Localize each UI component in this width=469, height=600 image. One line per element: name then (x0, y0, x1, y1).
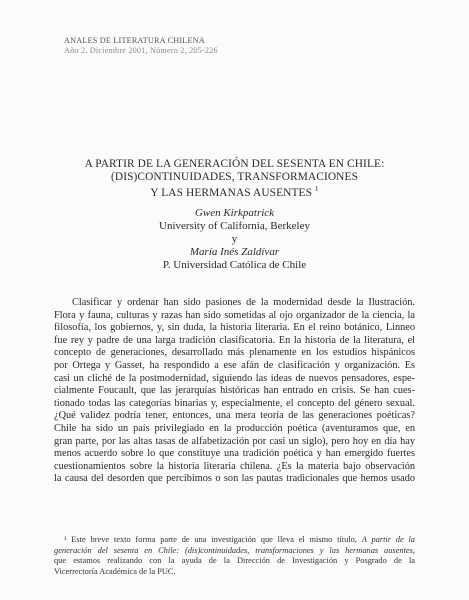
body-line: gran parte, por las altas tasas de alfabetización por casi un siglo), pero hoy en día hay (54, 435, 415, 447)
authors-block (64, 207, 405, 272)
body-line: la causa del desorden que percibimos o son las pautas tradicionales que hemos usado (54, 473, 415, 485)
issue-line: Año 2, Diciembre 2001, Número 2, 205-226 (64, 46, 218, 55)
title-line-2: (DIS)CONTINUIDADES, TRANSFORMACIONES (110, 170, 359, 183)
body-line: Clasificar y ordenar han sido pasiones de la modernidad desde la Ilustración. (72, 297, 415, 308)
author-conjunction: y (231, 233, 238, 245)
body-line: concepto de generaciones, desarrollado más plenamente en los estudios hispánicos (54, 347, 415, 359)
body-line: fue rey y padre de una larga tradición clasificatoria. En la historia de la literatura, el (54, 334, 415, 346)
author-1-name: Gwen Kirkpatrick (194, 207, 275, 219)
footnote-text-1a: ¹ Este breve texto forma parte de una investigación que lleva el mismo título, (64, 535, 362, 544)
body-line: tionado todas las categorías binarias y, especialmente, el concepto del género sexual. (54, 397, 415, 409)
journal-title: ANALES DE LITERATURA CHILENA (64, 36, 205, 45)
title-line-1: A PARTIR DE LA GENERACIÓN DEL SESENTA EN CHILE: (84, 158, 385, 170)
footnote-line-4: Vicerrectoría Académica de la PUC. (54, 566, 176, 576)
title-line-3-wrap (56, 183, 413, 199)
body-paragraph (54, 297, 415, 486)
body-line: cialmente Foucault, que las jerarquías históricas han entrado en crisis. Se han cues- (54, 385, 415, 397)
body-line: menos acuerdo sobre lo que constituye una tradición poética y han emergido fuertes (54, 448, 415, 460)
body-line: por Ortega y Gasset, ha respondido a ese afán de clasificación y organización. Es (54, 359, 415, 371)
footnote-line-2 (54, 546, 415, 557)
body-line: filosofía, los gobiernos, y, sin duda, la historia literaria. En el reino botánico, Linneo (54, 322, 415, 334)
footnote-text-1b: A partir de la (361, 535, 415, 544)
footnote-text-2: generación del sesenta en Chile: (dis)continuidades, transformaciones y las hermanas ausentes, (54, 545, 415, 555)
author-2-name: María Inés Zaldívar (189, 246, 280, 258)
body-line: casi un cliché de la postmodernidad, siguiendo las ideas de nuevos pensadores, espe- (54, 372, 415, 384)
title-line-3: Y LAS HERMANAS AUSENTES (150, 186, 313, 199)
author-1-affiliation: University of California, Berkeley (159, 220, 310, 232)
body-line: ¿Qué validez podría tener, entonces, una mera teoría de las generaciones poéticas? (54, 410, 415, 422)
author-2-affiliation: P. Universidad Católica de Chile (162, 259, 307, 271)
body-line: cuestionamientos sobre la historia literaria chilena. ¿Es la materia bajo observación (54, 460, 415, 472)
footnote-line-1 (54, 535, 415, 546)
journal-header (64, 36, 218, 56)
title-footnote-mark[interactable]: 1 (315, 185, 319, 194)
footnote (54, 535, 415, 577)
body-line: Chile ha sido un país privilegiado en la producción poética (aventuramos que, en (54, 422, 415, 434)
body-line: Flora y fauna, culturas y razas han sido sometidas al ojo organizador de la ciencia, la (54, 309, 415, 321)
footnote-line-3: que estamos realizando con la ayuda de la Dirección de Investigación y Posgrado de la (54, 556, 415, 566)
article-title (56, 158, 413, 200)
